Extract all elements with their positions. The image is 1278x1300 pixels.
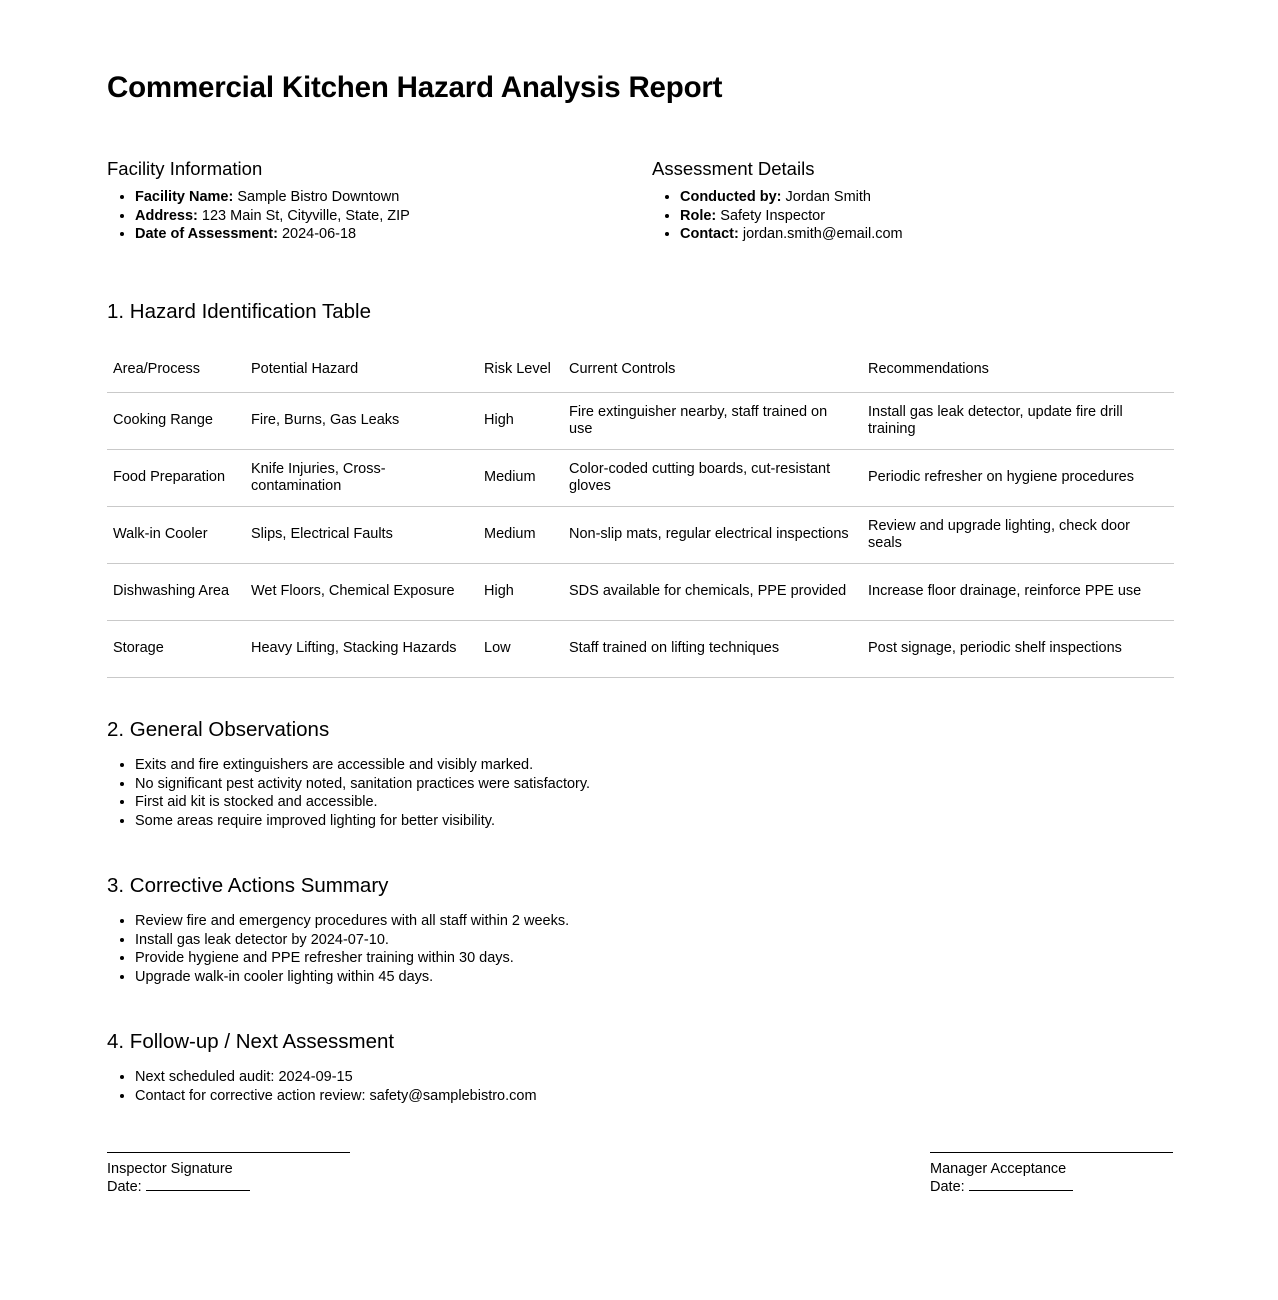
signature-area bbox=[107, 1152, 1175, 1196]
cell-risk: Medium bbox=[484, 469, 536, 486]
cell-area: Food Preparation bbox=[113, 469, 226, 486]
assessment-details-heading: Assessment Details bbox=[652, 158, 815, 179]
cell-recommendations: Periodic refresher on hygiene procedures bbox=[868, 469, 1134, 486]
table-row bbox=[107, 393, 1174, 450]
list-item: • Next scheduled audit: 2024-09-15 bbox=[135, 1068, 1174, 1087]
list-item bbox=[680, 207, 1172, 226]
table-header bbox=[107, 349, 1174, 393]
column-header-risk: Risk Level bbox=[484, 360, 551, 377]
cell-recommendations: Post signage, periodic shelf inspections bbox=[868, 640, 1122, 657]
hazard-identification-table bbox=[107, 349, 1174, 679]
followup-heading: 4. Follow-up / Next Assessment bbox=[107, 1030, 395, 1053]
info-columns bbox=[107, 158, 1174, 244]
column-header-recommendations: Recommendations bbox=[868, 360, 989, 377]
conducted-by-value: Jordan Smith bbox=[785, 189, 871, 205]
list-item: • Upgrade walk-in cooler lighting within 45 days. bbox=[135, 968, 1174, 987]
manager-date-field[interactable] bbox=[969, 1178, 1073, 1191]
cell-area: Storage bbox=[113, 640, 164, 657]
table-row bbox=[107, 564, 1174, 621]
facility-information-block bbox=[107, 158, 652, 244]
conducted-by-label: Conducted by: bbox=[680, 189, 782, 205]
manager-date-label: Date: bbox=[930, 1179, 965, 1195]
cell-controls: Staff trained on lifting techniques bbox=[569, 640, 780, 657]
list-item: • Review fire and emergency procedures with all staff within 2 weeks. bbox=[135, 912, 1174, 931]
list-item: • Exits and fire extinguishers are accessible and visibly marked. bbox=[135, 756, 1174, 775]
contact-value: jordan.smith@email.com bbox=[742, 226, 903, 242]
hazard-identification-section bbox=[107, 300, 1174, 679]
table-row bbox=[107, 450, 1174, 507]
cell-recommendations: Increase floor drainage, reinforce PPE use bbox=[868, 583, 1142, 600]
cell-risk: Low bbox=[484, 640, 511, 657]
facility-date-value: 2024-06-18 bbox=[281, 226, 357, 242]
list-item: • Provide hygiene and PPE refresher training within 30 days. bbox=[135, 949, 1174, 968]
cell-recommendations: Install gas leak detector, update fire drill training bbox=[868, 403, 1123, 437]
followup-section bbox=[107, 1030, 1174, 1105]
inspector-date-field[interactable] bbox=[146, 1178, 250, 1191]
list-item bbox=[135, 188, 652, 207]
assessment-details-block bbox=[652, 158, 1172, 244]
inspector-signature-block bbox=[107, 1152, 352, 1196]
cell-area: Cooking Range bbox=[113, 412, 213, 429]
inspector-signature-line[interactable] bbox=[107, 1152, 350, 1153]
facility-information-list bbox=[107, 188, 652, 244]
manager-signature-line[interactable] bbox=[930, 1152, 1173, 1153]
facility-address-value: 123 Main St, Cityville, State, ZIP bbox=[201, 207, 410, 224]
list-item: • Some areas require improved lighting for better visibility. bbox=[135, 812, 1174, 831]
cell-hazard: Wet Floors, Chemical Exposure bbox=[251, 583, 455, 600]
facility-information-heading: Facility Information bbox=[107, 158, 263, 179]
cell-controls: Color-coded cutting boards, cut-resistant gloves bbox=[569, 460, 831, 494]
facility-name-value: Sample Bistro Downtown bbox=[237, 189, 400, 205]
table-row bbox=[107, 621, 1174, 678]
facility-address-label: Address: bbox=[135, 207, 198, 224]
cell-controls: SDS available for chemicals, PPE provided bbox=[569, 583, 847, 600]
list-item bbox=[135, 207, 652, 226]
inspector-date-label: Date: bbox=[107, 1179, 142, 1195]
general-observations-section bbox=[107, 718, 1174, 830]
table-header-row bbox=[107, 349, 1174, 393]
cell-hazard: Knife Injuries, Cross-contamination bbox=[251, 460, 386, 494]
corrective-actions-section bbox=[107, 874, 1174, 986]
cell-hazard: Heavy Lifting, Stacking Hazards bbox=[251, 640, 457, 657]
general-observations-list bbox=[107, 756, 1174, 830]
manager-acceptance-label: Manager Acceptance bbox=[930, 1161, 1067, 1177]
column-header-area: Area/Process bbox=[113, 360, 201, 377]
cell-risk: High bbox=[484, 412, 514, 429]
general-observations-heading: 2. General Observations bbox=[107, 718, 330, 741]
role-value: Safety Inspector bbox=[720, 207, 826, 224]
facility-date-label: Date of Assessment: bbox=[135, 226, 278, 242]
list-item bbox=[680, 188, 1172, 207]
list-item: • First aid kit is stocked and accessible. bbox=[135, 793, 1174, 812]
cell-controls: Non-slip mats, regular electrical inspections bbox=[569, 526, 849, 543]
inspector-date-row bbox=[107, 1178, 352, 1196]
column-header-hazard: Potential Hazard bbox=[251, 360, 359, 377]
cell-area: Walk-in Cooler bbox=[113, 526, 208, 543]
corrective-actions-list bbox=[107, 912, 1174, 986]
list-item: • Install gas leak detector by 2024-07-10. bbox=[135, 931, 1174, 950]
hazard-identification-heading: 1. Hazard Identification Table bbox=[107, 299, 372, 323]
contact-label: Contact: bbox=[680, 226, 739, 242]
list-item bbox=[680, 225, 1172, 244]
followup-list bbox=[107, 1068, 1174, 1105]
cell-area: Dishwashing Area bbox=[113, 583, 230, 600]
page-title: Commercial Kitchen Hazard Analysis Report bbox=[107, 71, 723, 104]
corrective-actions-heading: 3. Corrective Actions Summary bbox=[107, 874, 389, 897]
manager-signature-block bbox=[930, 1152, 1175, 1196]
assessment-details-list bbox=[652, 188, 1172, 244]
table-row bbox=[107, 507, 1174, 564]
manager-date-row bbox=[930, 1178, 1175, 1196]
cell-risk: Medium bbox=[484, 526, 536, 543]
role-label: Role: bbox=[680, 207, 717, 224]
list-item: • Contact for corrective action review: safety@samplebistro.com bbox=[135, 1087, 1174, 1106]
list-item bbox=[135, 225, 652, 244]
cell-risk: High bbox=[484, 583, 514, 600]
cell-controls: Fire extinguisher nearby, staff trained on use bbox=[569, 403, 828, 437]
inspector-signature-label: Inspector Signature bbox=[107, 1161, 233, 1177]
cell-hazard: Fire, Burns, Gas Leaks bbox=[251, 412, 400, 429]
cell-recommendations: Review and upgrade lighting, check door seals bbox=[868, 517, 1130, 551]
column-header-controls: Current Controls bbox=[569, 360, 676, 377]
cell-hazard: Slips, Electrical Faults bbox=[251, 526, 393, 543]
facility-name-label: Facility Name: bbox=[135, 189, 234, 205]
list-item: • No significant pest activity noted, sanitation practices were satisfactory. bbox=[135, 775, 1174, 794]
table-body bbox=[107, 393, 1174, 678]
